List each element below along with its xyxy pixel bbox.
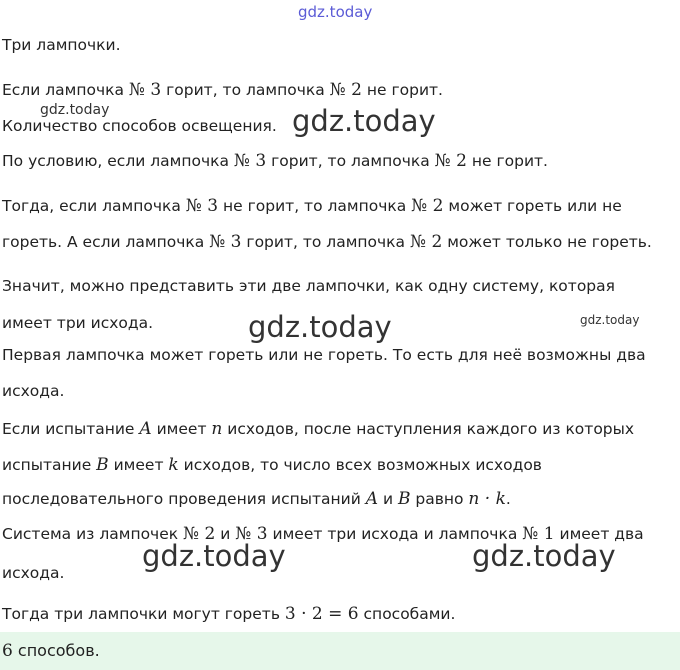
text-line-2 <box>2 80 443 100</box>
text-line-13 <box>2 489 511 509</box>
text-span: и <box>378 490 398 508</box>
math-span: № 2 <box>434 151 467 171</box>
text-span: имеет три исхода и лампочка <box>267 525 523 543</box>
text-span: гореть. А если лампочка <box>2 233 210 251</box>
text-span: Если испытание <box>2 420 140 438</box>
text-line-3: Количество способов освещения. <box>2 117 277 135</box>
text-span: Если лампочка <box>2 81 129 99</box>
math-span: № 1 <box>522 524 555 544</box>
text-line-10: исхода. <box>2 382 65 400</box>
text-span: способами. <box>358 605 456 623</box>
watermark-large-3: gdz.today <box>142 539 286 573</box>
text-line-9: Первая лампочка может гореть или не гореть. То есть для неё возможны два <box>2 346 646 364</box>
watermark-small-2: gdz.today <box>580 313 640 327</box>
text-line-6 <box>2 232 652 252</box>
text-span: не горит, то лампочка <box>218 197 412 215</box>
text-span: Система из лампочек <box>2 525 184 543</box>
answer-box <box>0 632 680 670</box>
watermark-top: gdz.today <box>298 3 373 21</box>
text-line-7: Значит, можно представить эти две лампочки, как одну систему, которая <box>2 277 615 295</box>
text-span: По условию, если лампочка <box>2 152 234 170</box>
text-line-1: Три лампочки. <box>2 36 121 54</box>
math-span: B <box>96 455 109 475</box>
math-span: A <box>365 489 379 509</box>
text-span: равно <box>410 490 469 508</box>
math-span: k <box>168 455 179 475</box>
text-line-15: исхода. <box>2 564 65 582</box>
text-span: горит, то лампочка <box>266 152 435 170</box>
math-span: № 2 <box>411 196 444 216</box>
text-span: и <box>215 525 236 543</box>
text-line-11 <box>2 419 634 439</box>
math-span: № 2 <box>183 524 216 544</box>
answer-number: 6 <box>2 641 13 661</box>
text-span: последовательного проведения испытаний <box>2 490 366 508</box>
math-span: № 2 <box>329 80 362 100</box>
math-span: № 3 <box>185 196 219 216</box>
text-span: исходов, то число всех возможных исходов <box>178 456 542 474</box>
math-span: № 3 <box>235 524 268 544</box>
math-span: № 2 <box>409 232 443 252</box>
text-span: горит, то лампочка <box>161 81 330 99</box>
text-span: имеет <box>108 456 169 474</box>
math-span: n · k <box>468 489 506 509</box>
text-line-12 <box>2 455 542 475</box>
text-span: имеет <box>151 420 212 438</box>
math-span: № 3 <box>233 151 267 171</box>
text-span: испытание <box>2 456 97 474</box>
text-span: Тогда три лампочки могут гореть <box>2 605 285 623</box>
math-span: № 3 <box>128 80 162 100</box>
math-span: n <box>211 419 223 439</box>
text-span: может только не гореть. <box>442 233 652 251</box>
watermark-large-4: gdz.today <box>472 539 616 573</box>
watermark-small-1: gdz.today <box>40 102 110 118</box>
text-line-16 <box>2 604 455 624</box>
math-span: 3 · 2 = 6 <box>284 604 359 624</box>
math-span: A <box>139 419 152 439</box>
text-span: исходов, после наступления каждого из которых <box>222 420 635 438</box>
watermark-large-2: gdz.today <box>248 310 392 344</box>
text-span: не горит. <box>466 152 548 170</box>
text-span: не горит. <box>361 81 443 99</box>
math-span: B <box>397 489 411 509</box>
text-span: . <box>505 490 511 508</box>
text-span: может гореть или не <box>443 197 622 215</box>
math-span: № 3 <box>209 232 242 252</box>
text-line-5 <box>2 196 622 216</box>
text-span: горит, то лампочка <box>241 233 410 251</box>
text-span: Тогда, если лампочка <box>2 197 186 215</box>
text-span: имеет два <box>554 525 644 543</box>
text-line-4 <box>2 151 548 171</box>
answer-text <box>2 641 100 661</box>
watermark-large-1: gdz.today <box>292 104 436 138</box>
answer-label: способов. <box>12 641 100 660</box>
text-line-8: имеет три исхода. <box>2 314 154 332</box>
